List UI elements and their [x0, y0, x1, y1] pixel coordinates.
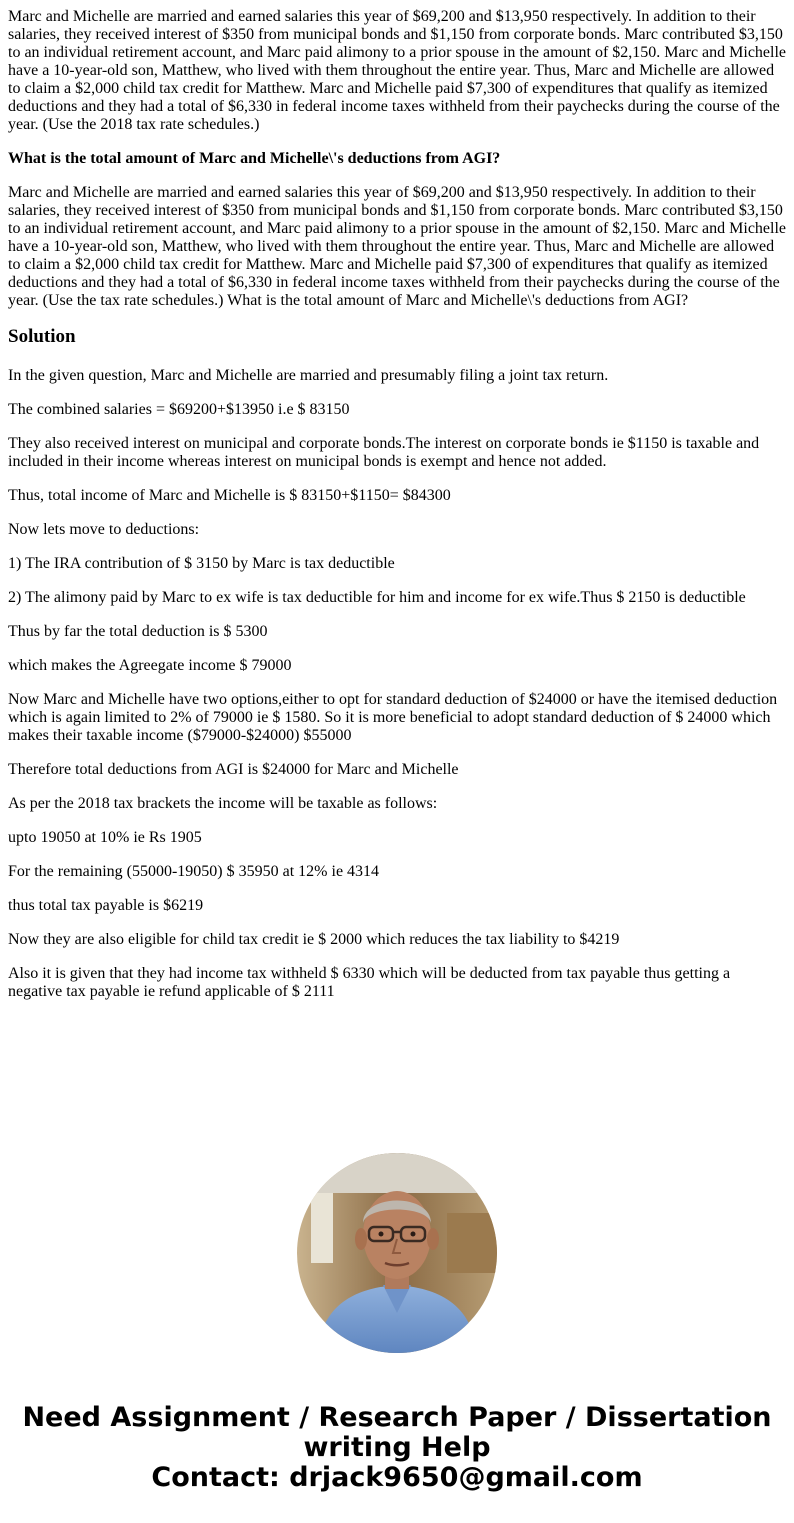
footer-line: Need Assignment / Research Paper / Dissertation [22, 1402, 772, 1433]
solution-paragraph: upto 19050 at 10% ie Rs 1905 [8, 829, 202, 846]
solution-paragraph: Now they are also eligible for child tax credit ie $ 2000 which reduces the tax liability to $4219 [8, 931, 620, 948]
footer-banner [0, 1403, 794, 1493]
question-repeat: Marc and Michelle are married and earned salaries this year of $69,200 and $13,950 respectively. In addition to their salaries, they received interest of $350 from municipal bonds and $1,150 from corporate bonds. Marc contributed $3,150 to an individual retirement account, and Marc paid alimony to a prior spouse in the amount of $2,150. Marc and Michelle have a 10-year-old son, Matthew, who lived with them throughout the entire year. Thus, Marc and Michelle are allowed to claim a $2,000 child tax credit for Matthew. Marc and Michelle paid $7,300 of expenditures that qualify as itemized deductions and they had a total of $6,330 in federal income taxes withheld from their paychecks during the course of the year. (Use the tax rate schedules.) What is the total amount of Marc and Michelle\'s deductions from AGI? [8, 184, 787, 309]
solution-paragraph: 1) The IRA contribution of $ 3150 by Marc is tax deductible [8, 555, 395, 572]
solution-paragraph: The combined salaries = $69200+$13950 i.e $ 83150 [8, 401, 350, 418]
avatar [297, 1153, 497, 1353]
question-intro: Marc and Michelle are married and earned salaries this year of $69,200 and $13,950 respectively. In addition to their salaries, they received interest of $350 from municipal bonds and $1,150 from corporate bonds. Marc contributed $3,150 to an individual retirement account, and Marc paid alimony to a prior spouse in the amount of $2,150. Marc and Michelle have a 10-year-old son, Matthew, who lived with them throughout the entire year. Thus, Marc and Michelle are allowed to claim a $2,000 child tax credit for Matthew. Marc and Michelle paid $7,300 of expenditures that qualify as itemized deductions and they had a total of $6,330 in federal income taxes withheld from their paychecks during the course of the year. (Use the 2018 tax rate schedules.) [8, 8, 787, 133]
solution-paragraph: Thus, total income of Marc and Michelle is $ 83150+$1150= $84300 [8, 487, 451, 504]
solution-paragraph: Now lets move to deductions: [8, 521, 200, 538]
footer-contact: Contact: drjack9650@gmail.com [151, 1462, 643, 1493]
solution-body [8, 367, 788, 1001]
solution-paragraph: thus total tax payable is $6219 [8, 897, 204, 914]
footer-line: writing Help [303, 1432, 491, 1463]
document-body [8, 8, 788, 1017]
solution-paragraph: As per the 2018 tax brackets the income will be taxable as follows: [8, 795, 438, 812]
question-bold: What is the total amount of Marc and Michelle\'s deductions from AGI? [8, 150, 501, 167]
solution-paragraph: Now Marc and Michelle have two options,either to opt for standard deduction of $24000 or have the itemised deduction which is again limited to 2% of 79000 ie $ 1580. So it is more beneficial to adopt standard deduction of $ 24000 which makes their taxable income ($79000-$24000) $55000 [8, 691, 778, 744]
solution-paragraph: In the given question, Marc and Michelle are married and presumably filing a joint tax return. [8, 367, 609, 384]
solution-paragraph: which makes the Agreegate income $ 79000 [8, 657, 292, 674]
solution-paragraph: For the remaining (55000-19050) $ 35950 at 12% ie 4314 [8, 863, 380, 880]
avatar-portrait-icon [297, 1153, 497, 1353]
solution-paragraph: 2) The alimony paid by Marc to ex wife is tax deductible for him and income for ex wife.Thus $ 2150 is deductible [8, 589, 746, 606]
solution-paragraph: Also it is given that they had income tax withheld $ 6330 which will be deducted from tax payable thus getting a negative tax payable ie refund applicable of $ 2111 [8, 965, 731, 1000]
solution-paragraph: They also received interest on municipal and corporate bonds.The interest on corporate bonds ie $1150 is taxable and included in their income whereas interest on municipal bonds is exempt and hence not added. [8, 435, 760, 470]
solution-heading: Solution [8, 326, 76, 347]
solution-paragraph: Thus by far the total deduction is $ 5300 [8, 623, 268, 640]
solution-paragraph: Therefore total deductions from AGI is $24000 for Marc and Michelle [8, 761, 459, 778]
